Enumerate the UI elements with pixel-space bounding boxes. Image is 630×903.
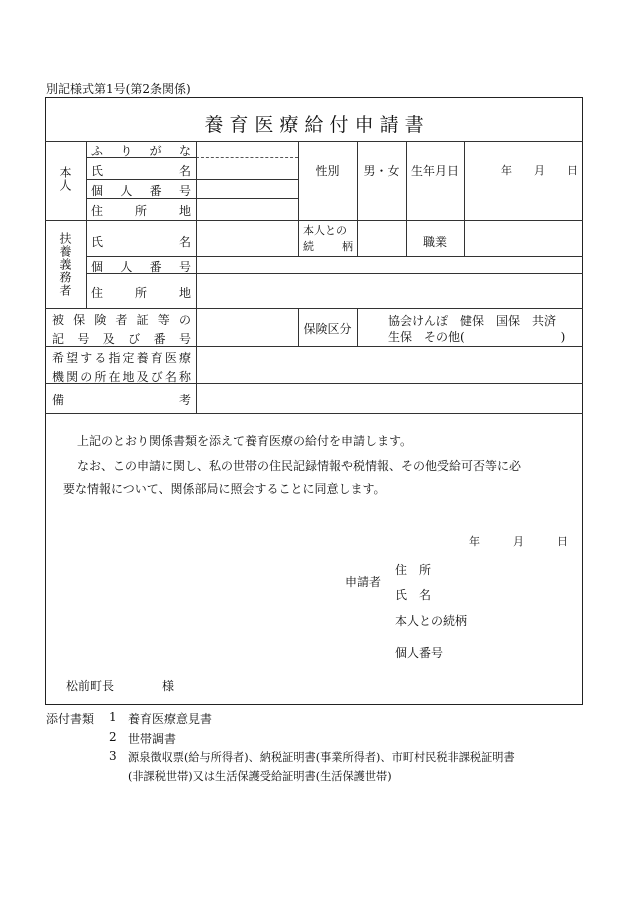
applicant-name-label: 氏 名 (395, 588, 432, 602)
insurance-type-label: 保険区分 (303, 322, 352, 336)
insurance-type-options-1: 協会けんぽ 健保 国保 共済 (388, 314, 557, 328)
applicant-address-label: 住 所 (395, 563, 432, 577)
person-number-label: 個 人 番 号 (91, 184, 191, 198)
section-guardian-label: 扶養義務者 (58, 232, 72, 297)
birthdate-value: 年 月 日 (501, 164, 578, 177)
attachment-item: 養育医療意見書 (128, 712, 213, 726)
attachment-number: 2 (109, 730, 117, 744)
remarks-label: 備 考 (52, 393, 191, 407)
sex-options: 男・女 (363, 164, 400, 178)
declaration-line-1: 上記のとおり関係書類を添えて養育医療の給付を申請します。 (77, 434, 413, 448)
institution-label: 希 望 す る 指 定 養 育 医 療 機 関 の 所 在 地 及 び 名 称 (52, 351, 191, 384)
application-date: 年 月 日 (469, 535, 568, 548)
attachment-item: 世帯調書 (128, 732, 177, 746)
honorific: 様 (162, 679, 175, 693)
form-title: 養 育 医 療 給 付 申 請 書 (204, 114, 424, 136)
person-address-label: 住 所 地 (91, 204, 191, 218)
attachment-item-continued: (非課税世帯)又は生活保護受給証明書(生活保護世帯) (128, 770, 392, 783)
furigana-label: ふ り が な (91, 144, 191, 158)
birthdate-label: 生年月日 (410, 164, 459, 178)
applicant-label: 申請者 (345, 575, 382, 589)
insurance-cert-label: 被 保 険 者 証 等 の 記 号 及 び 番 号 (52, 313, 191, 346)
attachments-label: 添付書類 (46, 712, 95, 726)
declaration-line-3: 要な情報について、関係部局に照会することに同意します。 (63, 482, 386, 496)
insurance-type-options-2: 生保 その他( ) (388, 330, 566, 344)
sex-label: 性別 (315, 164, 340, 178)
guardian-name-label: 氏 名 (91, 235, 191, 249)
form-number-note: 別記様式第1号(第2条関係) (46, 82, 191, 96)
relation-label: 本人との 続 柄 (303, 224, 353, 253)
section-person-label: 本人 (58, 166, 72, 192)
declaration-line-2: なお、この申請に関し、私の世帯の住民記録情報や税情報、その他受給可否等に必 (77, 459, 522, 473)
attachment-number: 3 (109, 749, 117, 763)
guardian-number-label: 個 人 番 号 (91, 260, 191, 274)
occupation-label: 職業 (422, 235, 447, 249)
applicant-relation-label: 本人との続柄 (395, 614, 468, 628)
addressee: 松前町長 (66, 679, 115, 693)
applicant-number-label: 個人番号 (395, 646, 444, 660)
attachment-item: 源泉徴収票(給与所得者)、納税証明書(事業所得者)、市町村民税非課税証明書 (128, 751, 515, 764)
person-name-label: 氏 名 (91, 164, 191, 178)
guardian-address-label: 住 所 地 (91, 286, 191, 300)
attachment-number: 1 (109, 710, 117, 724)
